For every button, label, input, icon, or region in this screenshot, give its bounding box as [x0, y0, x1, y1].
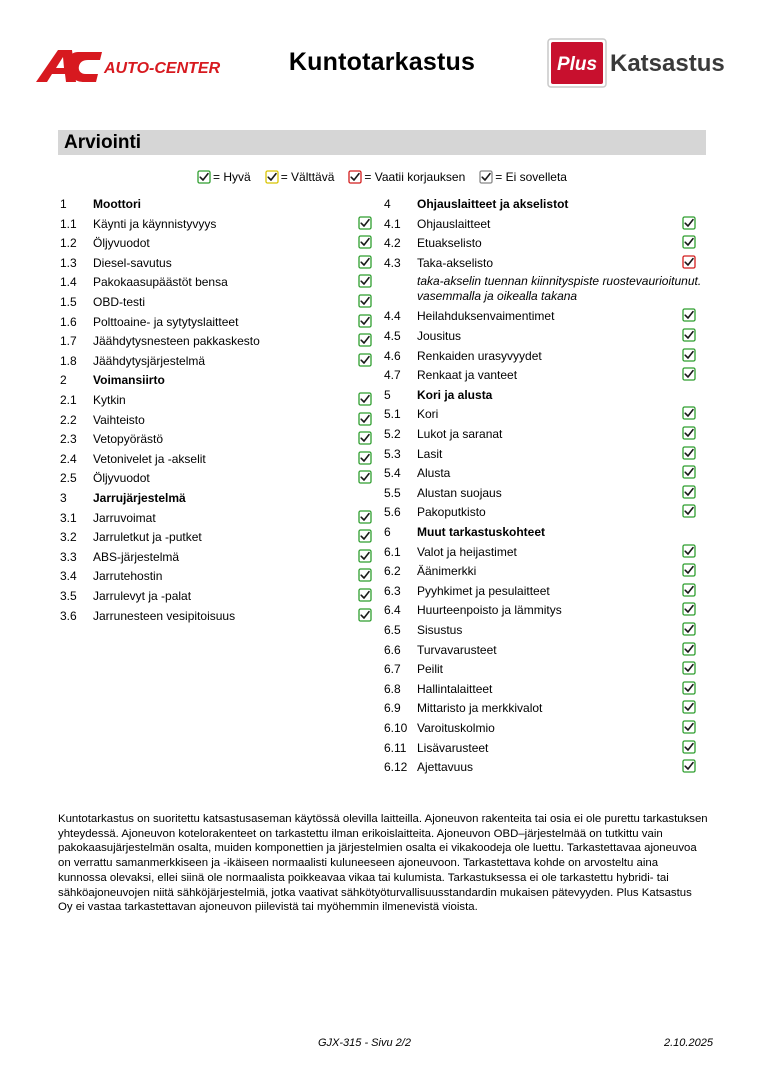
item-label: Heilahduksenvaimentimet [417, 309, 555, 324]
item-label: Pakokaasupäästöt bensa [93, 275, 228, 290]
checkbox-good-icon [682, 681, 696, 695]
checkbox-good-icon [682, 563, 696, 577]
inspection-item [60, 332, 372, 351]
item-label: Jarrulevyt ja -palat [93, 589, 192, 603]
inspection-item [384, 234, 696, 253]
checkbox-good-icon [358, 255, 372, 269]
checkbox-good-icon [358, 431, 372, 445]
item-number: 5 [384, 387, 391, 402]
status-check [682, 367, 696, 387]
status-check [358, 274, 372, 294]
item-number: 6.10 [384, 721, 408, 735]
status-check [682, 642, 696, 662]
status-check [358, 412, 372, 432]
item-number: 6.11 [384, 740, 407, 755]
inspection-item [60, 450, 372, 469]
item-label: Turvavarusteet [417, 642, 497, 657]
item-number: 4.2 [384, 236, 401, 251]
item-label: Peilit [417, 662, 444, 677]
checkbox-good-icon [682, 348, 696, 362]
inspection-item [60, 411, 372, 430]
item-number: 4.5 [384, 329, 401, 343]
item-label: Jarrutehostin [93, 569, 163, 584]
disclaimer-text: Kuntotarkastus on suoritettu katsastusaseman käytössä olevilla laitteilla. Ajoneuvon rakenteita tai osia ei ole purettu tarkastuksen yhteydessä. Ajoneuvon kotelorakenteet on tarkastettu ilman erikoislaitteita. Ajoneuvon OBD–järjestelmää on tutkittu vain pakokaasujärjestelmän osalta, muiden komponettien ja järjestelmien osalta ei vikakoodeja ole luettu. Tarkastettavaa ajoneuvoa on verrattu samanmerkkiseen ja -ikäiseen normaalisti kuluneeseen ajoneuvoon. Tarkastettava kohde on arvosteltu aina kunnossa olevaksi, ellei siinä ole normaalista poikkeavaa vikaa tai kulumista. Tarkastuksessa ei ole tarkastettu hybridi- tai sähköajoneuvojen niitä sähköjärjestelmiä, jotka vaativat sähkötyöturvallisuusstandardin mukaisen pätevyyden. Plus Katsastus Oy ei vastaa tarkastettavan ajoneuvon piilevistä tai myöhemmin ilmenevistä vioista. [58, 813, 708, 914]
item-label: Kori [417, 407, 439, 422]
checkbox-good-icon [358, 588, 372, 602]
item-label: Käynti ja käynnistyvyys [93, 216, 217, 231]
checkbox-good-icon [358, 510, 372, 524]
status-check [682, 465, 696, 485]
inspection-item [384, 719, 696, 738]
status-check [682, 235, 696, 255]
inspection-item [60, 215, 372, 234]
inspection-item [60, 313, 372, 332]
checkbox-na-icon [479, 170, 493, 184]
item-number: 4.1 [384, 216, 401, 231]
svg-text:Plus: Plus [556, 54, 598, 75]
status-check [682, 504, 696, 524]
checkbox-good-icon [682, 235, 696, 249]
inspection-item [384, 405, 696, 424]
item-label: Sisustus [417, 623, 463, 637]
inspection-item [384, 739, 696, 758]
checkbox-good-icon [358, 392, 372, 406]
checkbox-good-icon [682, 700, 696, 714]
inspection-item [384, 543, 696, 562]
checkbox-good-icon [682, 465, 696, 479]
checkbox-good-icon [358, 568, 372, 582]
inspection-item [384, 601, 696, 620]
item-number: 4 [384, 197, 391, 211]
checkbox-bad-icon [682, 255, 696, 269]
item-number: 6.8 [384, 681, 401, 696]
inspection-item [60, 509, 372, 528]
checkbox-good-icon [682, 583, 696, 597]
legend-label: = Välttävä [280, 170, 335, 184]
legend-item-good [197, 170, 251, 184]
item-label: Polttoaine- ja sytytyslaitteet [93, 314, 239, 329]
checkbox-good-icon [682, 759, 696, 773]
item-label: Lasit [417, 446, 443, 461]
item-label: Voimansiirto [93, 373, 165, 388]
checkbox-good-icon [358, 470, 372, 484]
item-label: Ohjauslaitteet ja akselistot [417, 197, 569, 211]
checkbox-good-icon [682, 216, 696, 230]
item-label: Pakoputkisto [417, 505, 486, 520]
status-check [358, 568, 372, 588]
checkbox-good-icon [682, 602, 696, 616]
status-check [682, 661, 696, 681]
item-number: 3.2 [60, 530, 77, 545]
status-check [358, 549, 372, 569]
status-check [682, 406, 696, 426]
item-number: 1.3 [60, 255, 77, 270]
status-check [682, 700, 696, 720]
status-check [358, 608, 372, 628]
checkbox-good-icon [358, 314, 372, 328]
status-check [358, 431, 372, 451]
inspection-item [384, 445, 696, 464]
plus-katsastus-logo [547, 38, 729, 90]
item-number: 5.1 [384, 407, 401, 422]
checkbox-good-icon [682, 328, 696, 342]
checkbox-good-icon [682, 308, 696, 322]
status-check [682, 740, 696, 760]
item-label: Hallintalaitteet [417, 681, 493, 696]
checkbox-good-icon [682, 544, 696, 558]
item-label: Varoituskolmio [417, 721, 495, 735]
item-label: Öljyvuodot [93, 471, 150, 486]
checkbox-good-icon [682, 661, 696, 675]
item-label: Vetopyörästö [93, 432, 164, 447]
section-heading [60, 371, 372, 390]
item-number: 2 [60, 373, 67, 388]
inspection-item [384, 425, 696, 444]
item-number: 3 [60, 491, 67, 505]
item-number: 6.1 [384, 544, 401, 559]
item-number: 5.5 [384, 485, 401, 500]
inspection-item [384, 680, 696, 699]
inspection-item [384, 660, 696, 679]
status-check [358, 392, 372, 412]
item-number: 1.6 [60, 314, 77, 329]
inspection-item [60, 273, 372, 292]
status-check [358, 255, 372, 275]
checkbox-good-icon [682, 446, 696, 460]
inspection-item [60, 528, 372, 547]
status-check [358, 235, 372, 255]
item-label: Jarruletkut ja -putket [93, 530, 202, 545]
status-check [682, 485, 696, 505]
checkbox-good-icon [358, 529, 372, 543]
section-title: Arviointi [64, 132, 142, 153]
status-check [682, 328, 696, 348]
status-check [682, 563, 696, 583]
inspection-item [60, 293, 372, 312]
inspection-item [384, 758, 696, 777]
checkbox-good-icon [682, 720, 696, 734]
checkbox-good-icon [358, 412, 372, 426]
section-header-arviointi [58, 130, 706, 155]
checkbox-good-icon [358, 451, 372, 465]
status-check [682, 426, 696, 446]
inspection-item [384, 562, 696, 581]
status-check [358, 294, 372, 314]
status-check [682, 348, 696, 368]
checkbox-good-icon [682, 740, 696, 754]
item-number: 6.3 [384, 583, 401, 598]
item-number: 6.5 [384, 623, 401, 637]
checkbox-good-icon [682, 426, 696, 440]
legend-item-na [479, 170, 567, 184]
item-label: Jäähdytysnesteen pakkaskesto [93, 334, 260, 349]
checkbox-good-icon [682, 485, 696, 499]
item-number: 5.3 [384, 446, 401, 461]
item-label: Jarrujärjestelmä [93, 491, 186, 505]
inspection-item [384, 307, 696, 326]
status-check [358, 470, 372, 490]
item-number: 6.4 [384, 603, 401, 618]
item-number: 3.3 [60, 549, 77, 564]
legend-item-bad [348, 170, 465, 184]
item-label: Jarrunesteen vesipitoisuus [93, 608, 236, 623]
checkbox-good-icon [682, 642, 696, 656]
item-label: Alustan suojaus [417, 485, 502, 500]
item-number: 5.2 [384, 427, 401, 441]
item-label: Lisävarusteet [417, 740, 489, 755]
item-label: Ohjauslaitteet [417, 216, 491, 231]
checkbox-good-icon [682, 622, 696, 636]
item-number: 3.5 [60, 589, 77, 603]
item-number: 1.8 [60, 353, 77, 368]
item-label: Vaihteisto [93, 412, 145, 427]
svg-text:Katsastus: Katsastus [610, 50, 725, 77]
item-label: Huurteenpoisto ja lämmitys [417, 603, 562, 618]
inspection-item [60, 391, 372, 410]
item-number: 1.7 [60, 334, 77, 349]
status-check [682, 720, 696, 740]
item-label: Valot ja heijastimet [417, 544, 517, 559]
item-label: Muut tarkastuskohteet [417, 525, 546, 539]
item-label: Lukot ja saranat [417, 427, 503, 441]
item-label: Ajettavuus [417, 760, 474, 775]
item-label: OBD-testi [93, 295, 146, 309]
checkbox-good-icon [358, 235, 372, 249]
status-check [358, 510, 372, 530]
status-check [682, 544, 696, 564]
item-number: 3.6 [60, 608, 77, 623]
inspection-item [60, 469, 372, 488]
inspection-item [60, 352, 372, 371]
inspection-item [384, 699, 696, 718]
checkbox-good-icon [358, 549, 372, 563]
checkbox-good-icon [682, 504, 696, 518]
item-number: 6.6 [384, 642, 401, 657]
item-number: 2.2 [60, 412, 77, 427]
item-number: 4.7 [384, 368, 401, 383]
checkbox-good-icon [197, 170, 211, 184]
item-number: 6.9 [384, 701, 401, 716]
status-check [682, 255, 696, 275]
inspection-item [60, 234, 372, 253]
status-check [682, 759, 696, 779]
item-number: 2.4 [60, 451, 77, 466]
item-number: 1.2 [60, 236, 77, 251]
item-label: Öljyvuodot [93, 236, 150, 251]
status-check [358, 588, 372, 608]
item-label: Pyyhkimet ja pesulaitteet [417, 583, 550, 598]
footer-page-info: GJX-315 - Sivu 2/2 [318, 1037, 411, 1049]
checkbox-fair-icon [265, 170, 279, 184]
item-number: 1.4 [60, 275, 77, 290]
inspection-item [384, 582, 696, 601]
item-label: Diesel-savutus [93, 255, 172, 270]
item-number: 6.2 [384, 564, 401, 579]
section-heading [384, 523, 696, 542]
item-number: 6.12 [384, 760, 408, 775]
item-number: 2.5 [60, 471, 77, 486]
item-label: Moottori [93, 197, 141, 211]
item-label: Vetonivelet ja -akselit [93, 451, 206, 466]
status-check [358, 529, 372, 549]
item-label: Renkaiden urasyvyydet [417, 348, 542, 363]
status-check [682, 446, 696, 466]
checkbox-good-icon [358, 216, 372, 230]
inspection-item [60, 254, 372, 273]
inspection-item [384, 464, 696, 483]
status-check [682, 602, 696, 622]
inspection-item [384, 621, 696, 640]
legend-label: = Ei sovelleta [495, 170, 567, 184]
document-title: Kuntotarkastus [288, 48, 476, 76]
item-label: Mittaristo ja merkkivalot [417, 701, 543, 716]
item-label: Renkaat ja vanteet [417, 368, 518, 383]
item-number: 1.5 [60, 295, 77, 309]
status-check [358, 314, 372, 334]
status-check [682, 308, 696, 328]
footer-date: 2.10.2025 [664, 1037, 713, 1049]
item-number: 4.6 [384, 348, 401, 363]
note-line-1: taka-akselin tuennan kiinnityspiste ruostevaurioitunut. [417, 274, 702, 288]
inspection-item [60, 548, 372, 567]
status-check [682, 583, 696, 603]
status-check [358, 333, 372, 353]
status-check [682, 681, 696, 701]
legend-label: = Vaatii korjauksen [364, 170, 466, 184]
item-label: Jarruvoimat [93, 510, 156, 525]
checkbox-good-icon [682, 406, 696, 420]
item-number: 6 [384, 525, 391, 539]
note-taka-akselisto [417, 274, 707, 304]
inspection-item [60, 430, 372, 449]
status-check [358, 353, 372, 373]
section-heading [384, 195, 696, 214]
inspection-item [384, 503, 696, 522]
checkbox-good-icon [358, 353, 372, 367]
checkbox-good-icon [358, 294, 372, 308]
brand-left-text: AUTO-CENTER [104, 60, 221, 77]
status-check [358, 451, 372, 471]
inspection-item [384, 484, 696, 503]
inspection-item [384, 641, 696, 660]
status-legend [0, 170, 764, 184]
status-check [358, 216, 372, 236]
section-heading [384, 386, 696, 405]
inspection-item [384, 347, 696, 366]
item-label: Jousitus [417, 329, 462, 343]
section-heading [60, 489, 372, 508]
item-label: Taka-akselisto [417, 255, 494, 270]
status-check [682, 216, 696, 236]
item-label: Etuakselisto [417, 236, 482, 251]
checkbox-good-icon [358, 333, 372, 347]
checkbox-good-icon [682, 367, 696, 381]
item-number: 3.1 [60, 510, 77, 525]
item-label: Jäähdytysjärjestelmä [93, 353, 206, 368]
item-label: ABS-järjestelmä [93, 549, 180, 564]
status-check [682, 622, 696, 642]
item-number: 6.7 [384, 662, 401, 677]
item-label: Äänimerkki [417, 564, 477, 579]
checkbox-good-icon [358, 274, 372, 288]
checkbox-good-icon [358, 608, 372, 622]
inspection-item [60, 607, 372, 626]
inspection-item [60, 587, 372, 606]
item-number: 2.1 [60, 393, 77, 407]
item-number: 4.4 [384, 309, 401, 324]
inspection-item [384, 366, 696, 385]
item-number: 1 [60, 197, 67, 211]
inspection-item [384, 327, 696, 346]
item-number: 2.3 [60, 432, 77, 447]
item-number: 4.3 [384, 255, 401, 270]
item-number: 3.4 [60, 569, 77, 584]
section-heading [60, 195, 372, 214]
item-label: Alusta [417, 466, 451, 481]
legend-item-fair [265, 170, 335, 184]
inspection-item [384, 215, 696, 234]
item-label: Kytkin [93, 393, 126, 407]
item-label: Kori ja alusta [417, 387, 493, 402]
inspection-item [384, 254, 696, 273]
checkbox-bad-icon [348, 170, 362, 184]
item-number: 5.4 [384, 466, 401, 481]
note-line-2: vasemmalla ja oikealla takana [417, 289, 578, 303]
inspection-item [60, 567, 372, 586]
item-number: 5.6 [384, 505, 401, 520]
legend-label: = Hyvä [213, 170, 251, 184]
item-number: 1.1 [60, 216, 77, 231]
